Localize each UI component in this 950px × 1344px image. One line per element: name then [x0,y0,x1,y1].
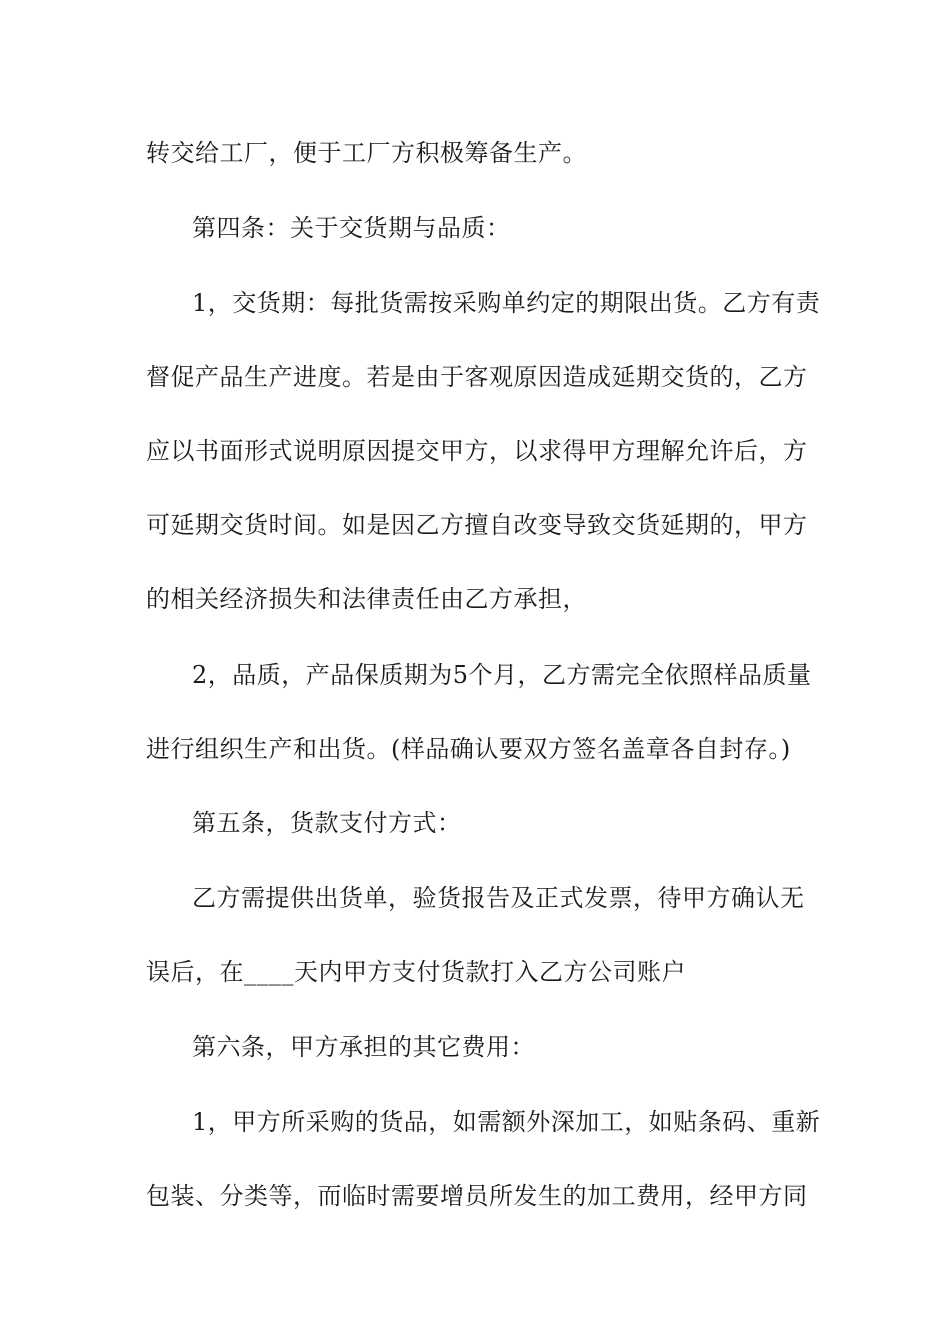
text-line: 误后，在____天内甲方支付货款打入乙方公司账户 [146,958,686,986]
text-line: 2，品质，产品保质期为5个月，乙方需完全依照样品质量 [192,661,812,689]
section-heading-6: 第六条，甲方承担的其它费用： [192,1033,535,1061]
text-line: 乙方需提供出货单，验货报告及正式发票，待甲方确认无 [192,884,805,912]
text-line: 应以书面形式说明原因提交甲方，以求得甲方理解允许后，方 [146,437,808,465]
text-line: 1，甲方所采购的货品，如需额外深加工，如贴条码、重新 [192,1108,821,1136]
text-line: 转交给工厂，便于工厂方积极筹备生产。 [146,139,587,167]
text-line: 1，交货期：每批货需按采购单约定的期限出货。乙方有责 [192,289,821,317]
text-line: 可延期交货时间。如是因乙方擅自改变导致交货延期的，甲方 [146,511,808,539]
text-line: 督促产品生产进度。若是由于客观原因造成延期交货的，乙方 [146,363,808,391]
text-line: 包装、分类等，而临时需要增员所发生的加工费用，经甲方同 [146,1182,808,1210]
text-line: 的相关经济损失和法律责任由乙方承担， [146,585,587,613]
text-line: 进行组织生产和出货。(样品确认要双方签名盖章各自封存。) [146,735,791,763]
section-heading-5: 第五条，货款支付方式： [192,809,462,837]
section-heading-4: 第四条：关于交货期与品质： [192,214,511,242]
